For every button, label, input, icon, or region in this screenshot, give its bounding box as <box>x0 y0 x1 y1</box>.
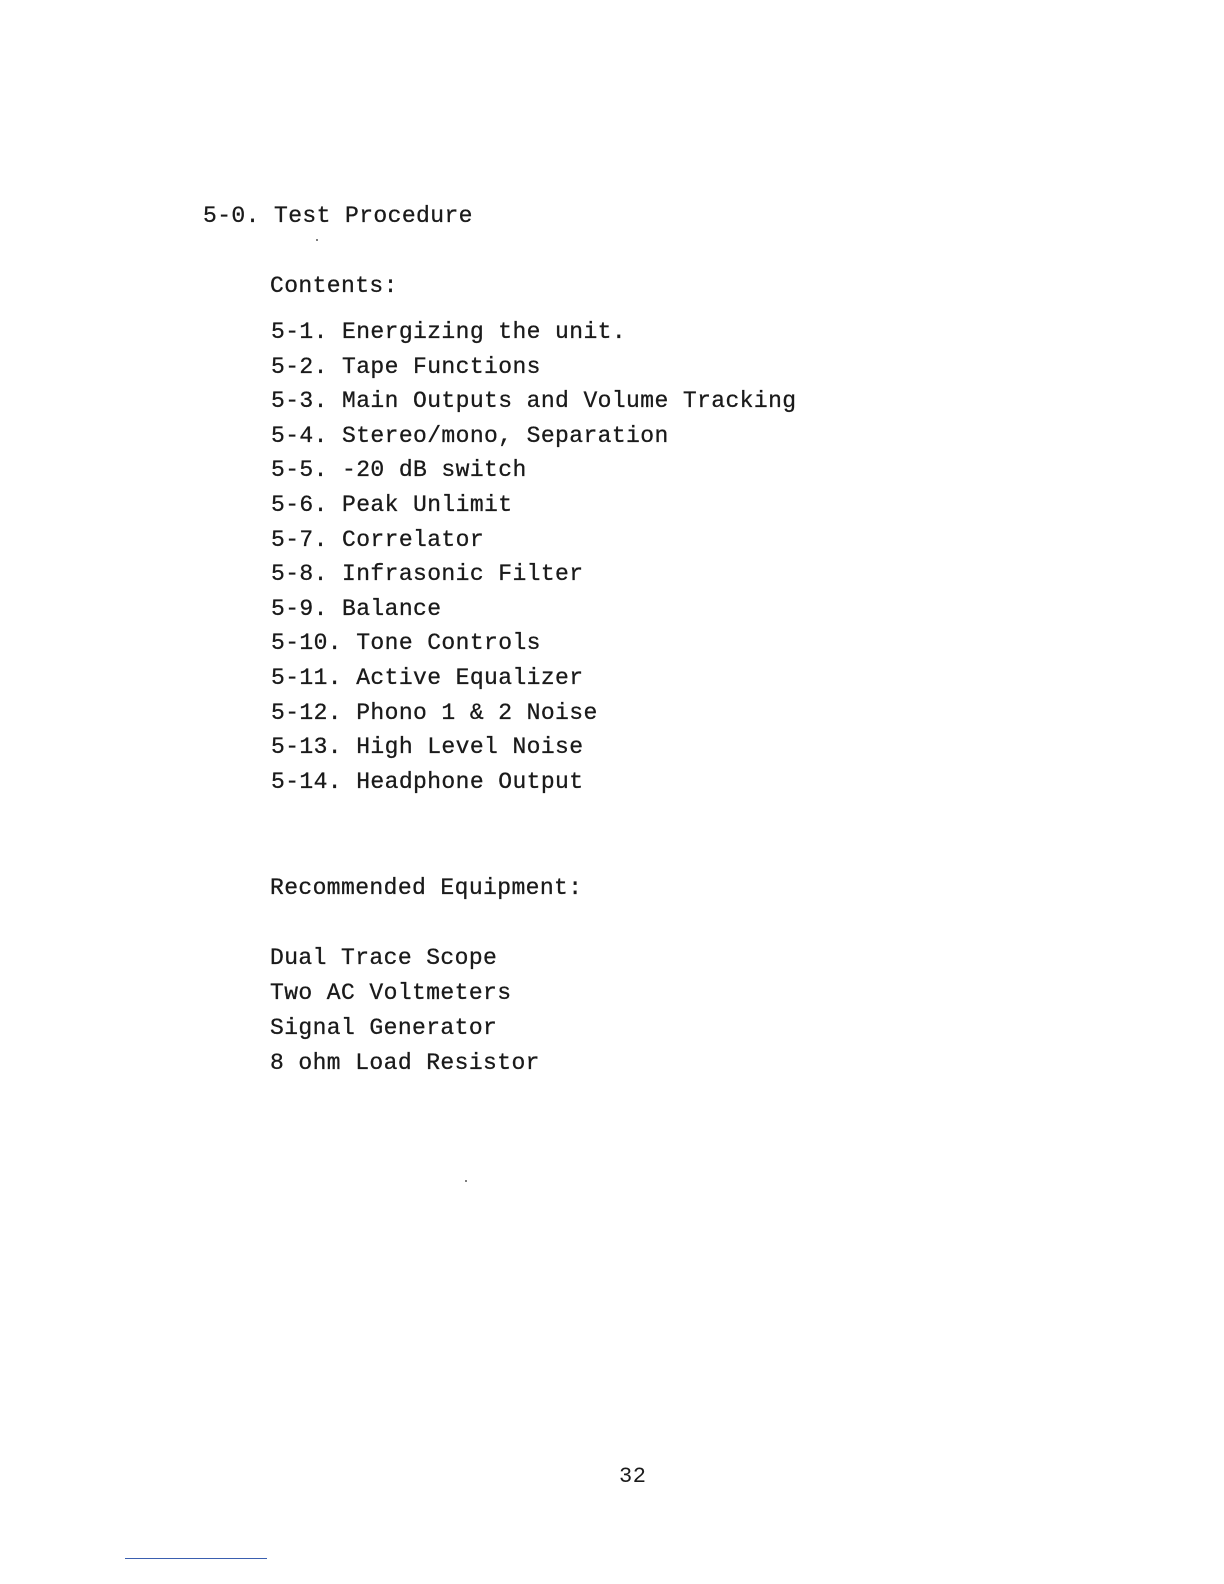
toc-item-title: Correlator <box>342 526 485 553</box>
page-number: 32 <box>619 1464 647 1489</box>
toc-item-title: Stereo/mono, Separation <box>342 422 669 449</box>
toc-item-title: Infrasonic Filter <box>342 561 584 588</box>
toc-item-number: 5-7. <box>271 526 328 553</box>
toc-item <box>271 318 797 353</box>
toc-item-title: -20 dB switch <box>342 457 527 484</box>
toc-item-number: 5-11. <box>271 664 343 691</box>
toc-item-number: 5-10. <box>271 630 343 657</box>
toc-item <box>271 768 797 803</box>
equipment-item: 8 ohm Load Resistor <box>270 1050 540 1076</box>
footer-rule <box>125 1558 267 1559</box>
toc-item-number: 5-2. <box>271 353 328 380</box>
toc-item-number: 5-14. <box>271 768 343 795</box>
section-heading: 5-0. Test Procedure <box>203 203 473 229</box>
table-of-contents <box>271 318 797 802</box>
toc-item-title: Balance <box>342 595 442 622</box>
toc-item-number: 5-6. <box>271 491 328 518</box>
toc-item-number: 5-12. <box>271 699 343 726</box>
toc-item-title: Energizing the unit. <box>342 319 627 345</box>
toc-item-number: 5-8. <box>271 561 328 588</box>
toc-item-title: Tone Controls <box>356 630 541 657</box>
toc-item-title: Phono 1 & 2 Noise <box>356 699 598 726</box>
toc-item <box>271 387 797 422</box>
toc-item <box>271 560 797 595</box>
equipment-list <box>270 944 540 1084</box>
toc-item <box>271 733 797 768</box>
toc-item-number: 5-3. <box>271 388 328 415</box>
toc-item <box>271 456 797 491</box>
contents-label: Contents: <box>270 273 398 299</box>
toc-item-number: 5-13. <box>271 734 343 761</box>
equipment-item: Dual Trace Scope <box>270 945 498 971</box>
toc-item <box>271 595 797 630</box>
scan-speck <box>465 1180 467 1182</box>
toc-item <box>271 491 797 526</box>
toc-item-number: 5-9. <box>271 595 328 622</box>
toc-item <box>271 699 797 734</box>
toc-item <box>271 526 797 561</box>
toc-item <box>271 422 797 457</box>
toc-item-title: Peak Unlimit <box>342 491 513 518</box>
equipment-item: Two AC Voltmeters <box>270 980 512 1006</box>
scan-speck <box>316 239 318 241</box>
toc-item-title: Active Equalizer <box>356 664 584 691</box>
toc-item-number: 5-1. <box>271 319 328 345</box>
equipment-item: Signal Generator <box>270 1015 498 1041</box>
equipment-label: Recommended Equipment: <box>270 875 583 901</box>
toc-item-number: 5-5. <box>271 457 328 484</box>
toc-item <box>271 629 797 664</box>
toc-item-title: High Level Noise <box>356 734 584 761</box>
toc-item-title: Main Outputs and Volume Tracking <box>342 388 797 415</box>
toc-item <box>271 664 797 699</box>
toc-item-title: Headphone Output <box>356 768 584 795</box>
toc-item <box>271 353 797 388</box>
toc-item-number: 5-4. <box>271 422 328 449</box>
toc-item-title: Tape Functions <box>342 353 541 380</box>
